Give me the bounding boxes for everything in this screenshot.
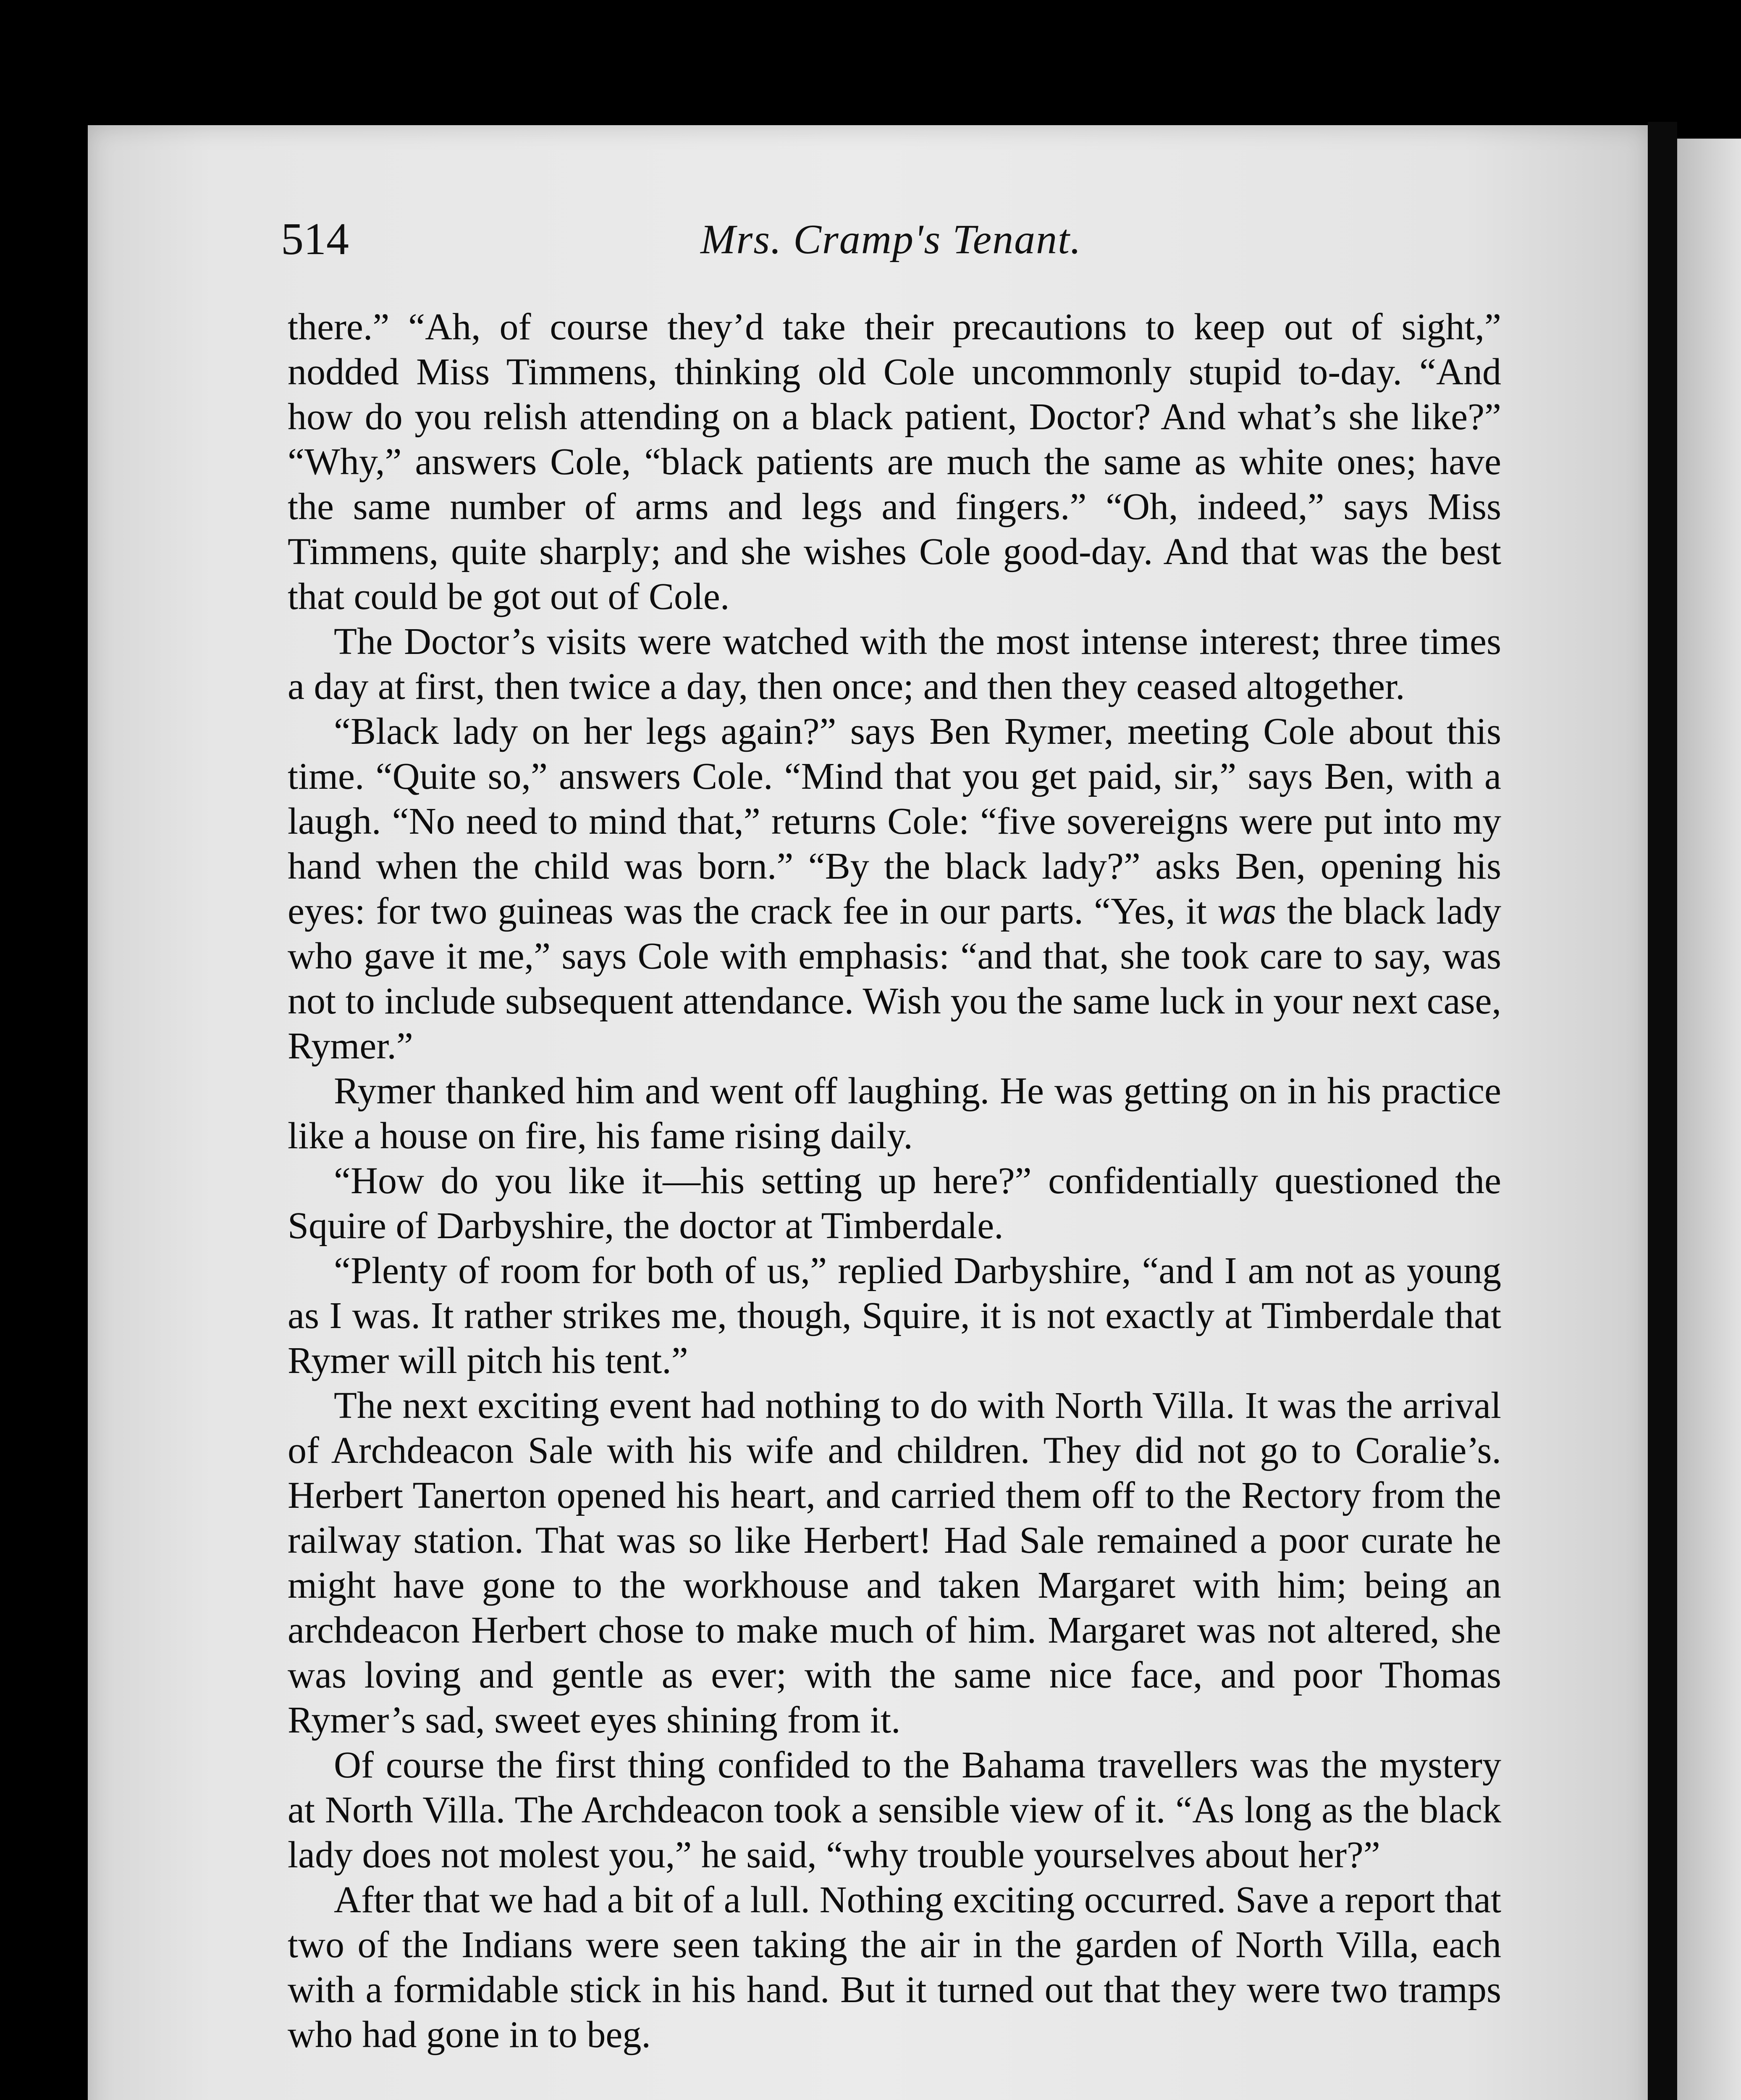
paragraph: “Plenty of room for both of us,” replied Darbyshire, “and I am not as young as I was. It rather strikes me, though, Squire, it is not exactly at Timberdale that Rymer will pitch his tent.”: [288, 1250, 1501, 1381]
facing-page-edge: [1677, 139, 1741, 2100]
emphasis: was: [1217, 890, 1277, 932]
page-number: 514: [281, 214, 349, 264]
paragraph-part: the black lady who gave it me,” says Cole with emphasis: “and that, she took care to say, was not to include subsequent attendance. Wish you the same luck in your next case, Rymer.”: [288, 890, 1501, 1067]
paragraph-part: “Black lady on her legs again?” says Ben Rymer, meeting Cole about this time. “Quite so,” answers Cole. “Mind that you get paid, sir,” says Ben, with a laugh. “No need to mind that,” returns Cole: “five sovereigns were put into my hand when the child was born.” “By the black lady?” asks Ben, opening his eyes: for two guineas was the crack fee in our parts. “Yes, it: [288, 711, 1501, 932]
paragraph: “How do you like it—his setting up here?” confidentially questioned the Squire of Darbyshire, the doctor at Timberdale.: [288, 1160, 1501, 1247]
running-title: Mrs. Cramp's Tenant.: [700, 216, 1082, 262]
paragraph: Rymer thanked him and went off laughing. He was getting on in his practice like a house on fire, his fame rising daily.: [288, 1070, 1501, 1157]
paragraph: After that we had a bit of a lull. Nothing exciting occurred. Save a report that two of the Indians were seen taking the air in the garden of North Villa, each with a formidable stick in his hand. But it turned out that they were two tramps who had gone in to beg.: [288, 1879, 1501, 2055]
page-header: [281, 210, 1501, 269]
paragraph: [288, 709, 1501, 1068]
paragraph: The next exciting event had nothing to do with North Villa. It was the arrival of Archdeacon Sale with his wife and children. They did not go to Coralie’s. Herbert Tanerton opened his heart, and carried them off to the Rectory from the railway station. That was so like Herbert! Had Sale remained a poor curate he might have gone to the workhouse and taken Margaret with him; being an archdeacon Herbert chose to make much of him. Margaret was not altered, she was loving and gentle as ever; with the same nice face, and poor Thomas Rymer’s sad, sweet eyes shining from it.: [288, 1385, 1501, 1741]
body-text: [288, 304, 1501, 2057]
book-gutter: [1648, 122, 1677, 2100]
paragraph: there.” “Ah, of course they’d take their precautions to keep out of sight,” nodded Miss Timmens, thinking old Cole uncommonly stupid to-day. “And how do you relish attending on a black patient, Doctor? And what’s she like?” “Why,” answers Cole, “black patients are much the same as white ones; have the same number of arms and legs and fingers.” “Oh, indeed,” says Miss Timmens, quite sharply; and she wishes Cole good-day. And that was the best that could be got out of Cole.: [288, 306, 1501, 617]
paragraph: The Doctor’s visits were watched with the most intense interest; three times a day at first, then twice a day, then once; and then they ceased altogether.: [288, 621, 1501, 707]
paragraph: Of course the first thing confided to the Bahama travellers was the mystery at North Villa. The Archdeacon took a sensible view of it. “As long as the black lady does not molest you,” he said, “why trouble yourselves about her?”: [288, 1744, 1501, 1876]
